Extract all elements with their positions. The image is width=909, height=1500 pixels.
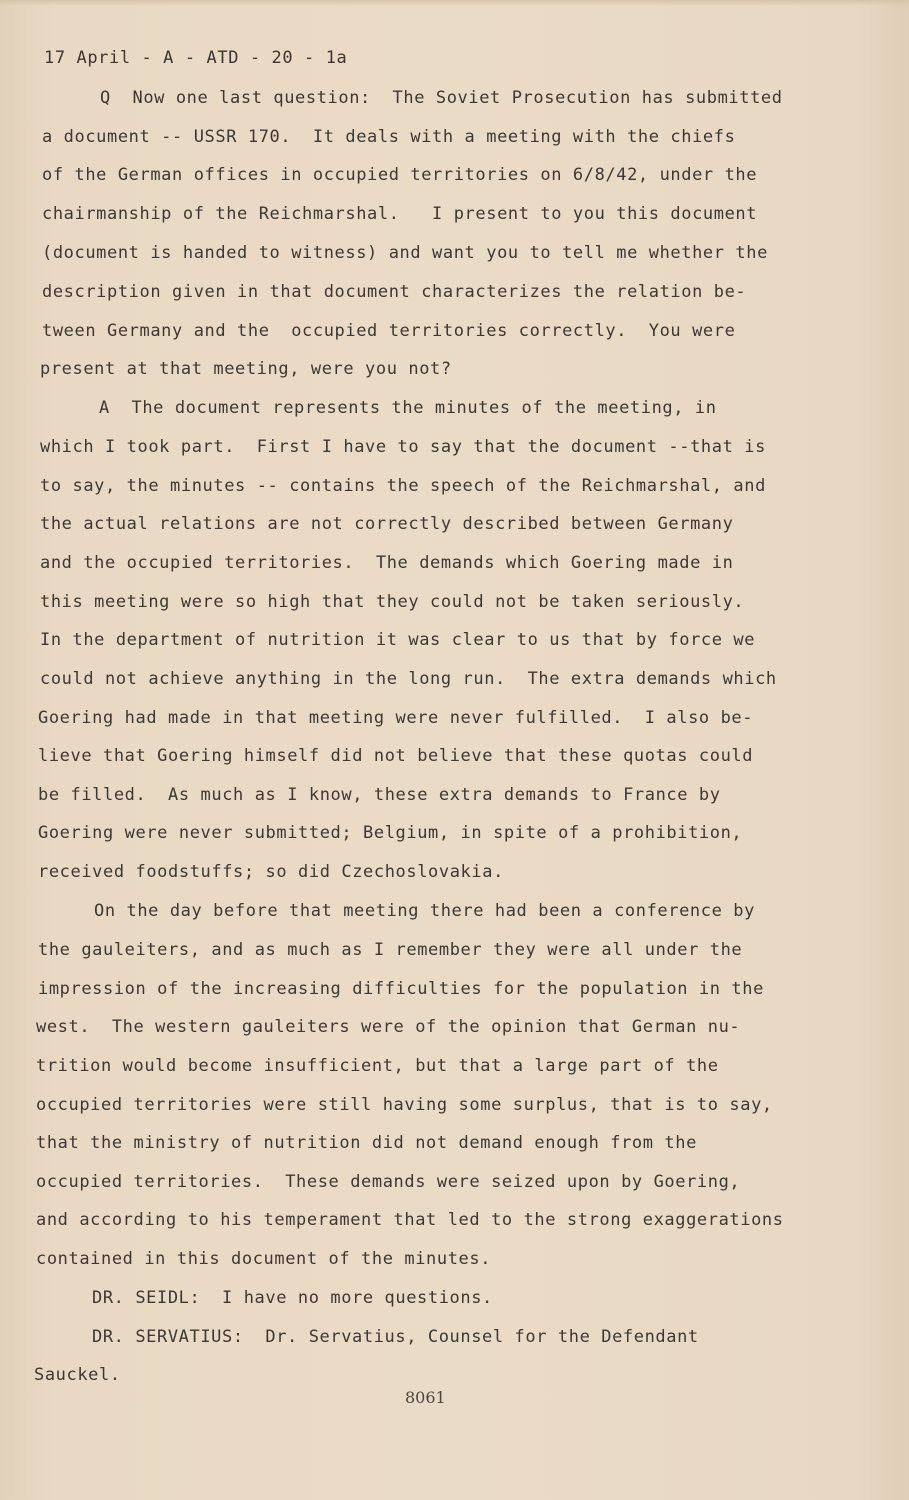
text-line: impression of the increasing difficulties for the population in the (38, 979, 764, 999)
text-line: received foodstuffs; so did Czechoslovakia. (38, 862, 504, 882)
text-line: west. The western gauleiters were of the opinion that German nu- (36, 1017, 741, 1037)
text-line: which I took part. First I have to say that the document --that is (40, 437, 766, 457)
text-line: of the German offices in occupied territories on 6/8/42, under the (42, 165, 758, 185)
text-line: occupied territories were still having some surplus, that is to say, (36, 1095, 773, 1115)
text-line: be filled. As much as I know, these extra demands to France by (38, 785, 721, 805)
text-line: this meeting were so high that they could not be taken seriously. (40, 592, 745, 612)
text-line: (document is handed to witness) and want you to tell me whether the (42, 243, 768, 263)
text-line: tween Germany and the occupied territories correctly. You were (42, 321, 736, 341)
text-line: description given in that document characterizes the relation be- (42, 282, 747, 302)
text-line: present at that meeting, were you not? (40, 359, 452, 379)
text-line: that the ministry of nutrition did not demand enough from the (36, 1133, 697, 1153)
text-line: Sauckel. (34, 1365, 121, 1385)
text-line: contained in this document of the minutes. (36, 1249, 492, 1269)
text-line: In the department of nutrition it was clear to us that by force we (40, 630, 756, 650)
text-line: could not achieve anything in the long run. The extra demands which (40, 669, 777, 689)
text-line: a document -- USSR 170. It deals with a meeting with the chiefs (42, 127, 736, 147)
text-line: chairmanship of the Reichmarshal. I present to you this document (42, 204, 758, 224)
text-line: trition would become insufficient, but that a large part of the (36, 1056, 719, 1076)
text-line: the actual relations are not correctly described between Germany (40, 514, 734, 534)
text-line: Q Now one last question: The Soviet Prosecution has submitted (100, 88, 783, 108)
document-header: 17 April - A - ATD - 20 - 1a (44, 48, 348, 68)
text-line: On the day before that meeting there had been a conference by (94, 901, 755, 921)
text-line: the gauleiters, and as much as I remember they were all under the (38, 940, 743, 960)
text-line: Goering had made in that meeting were never fulfilled. I also be- (38, 708, 754, 728)
page-number: 8061 (405, 1388, 446, 1407)
text-line: occupied territories. These demands were seized upon by Goering, (36, 1172, 741, 1192)
text-line: to say, the minutes -- contains the speech of the Reichmarshal, and (40, 476, 766, 496)
speaker-line: DR. SERVATIUS: Dr. Servatius, Counsel for the Defendant (92, 1327, 699, 1347)
text-line: A The document represents the minutes of the meeting, in (99, 398, 717, 418)
text-line: Goering were never submitted; Belgium, in spite of a prohibition, (38, 823, 743, 843)
page-edge-shadow (0, 0, 909, 6)
speaker-line: DR. SEIDL: I have no more questions. (92, 1288, 493, 1308)
text-line: and according to his temperament that led to the strong exaggerations (36, 1210, 784, 1230)
text-line: lieve that Goering himself did not believe that these quotas could (38, 746, 754, 766)
text-line: and the occupied territories. The demands which Goering made in (40, 553, 734, 573)
